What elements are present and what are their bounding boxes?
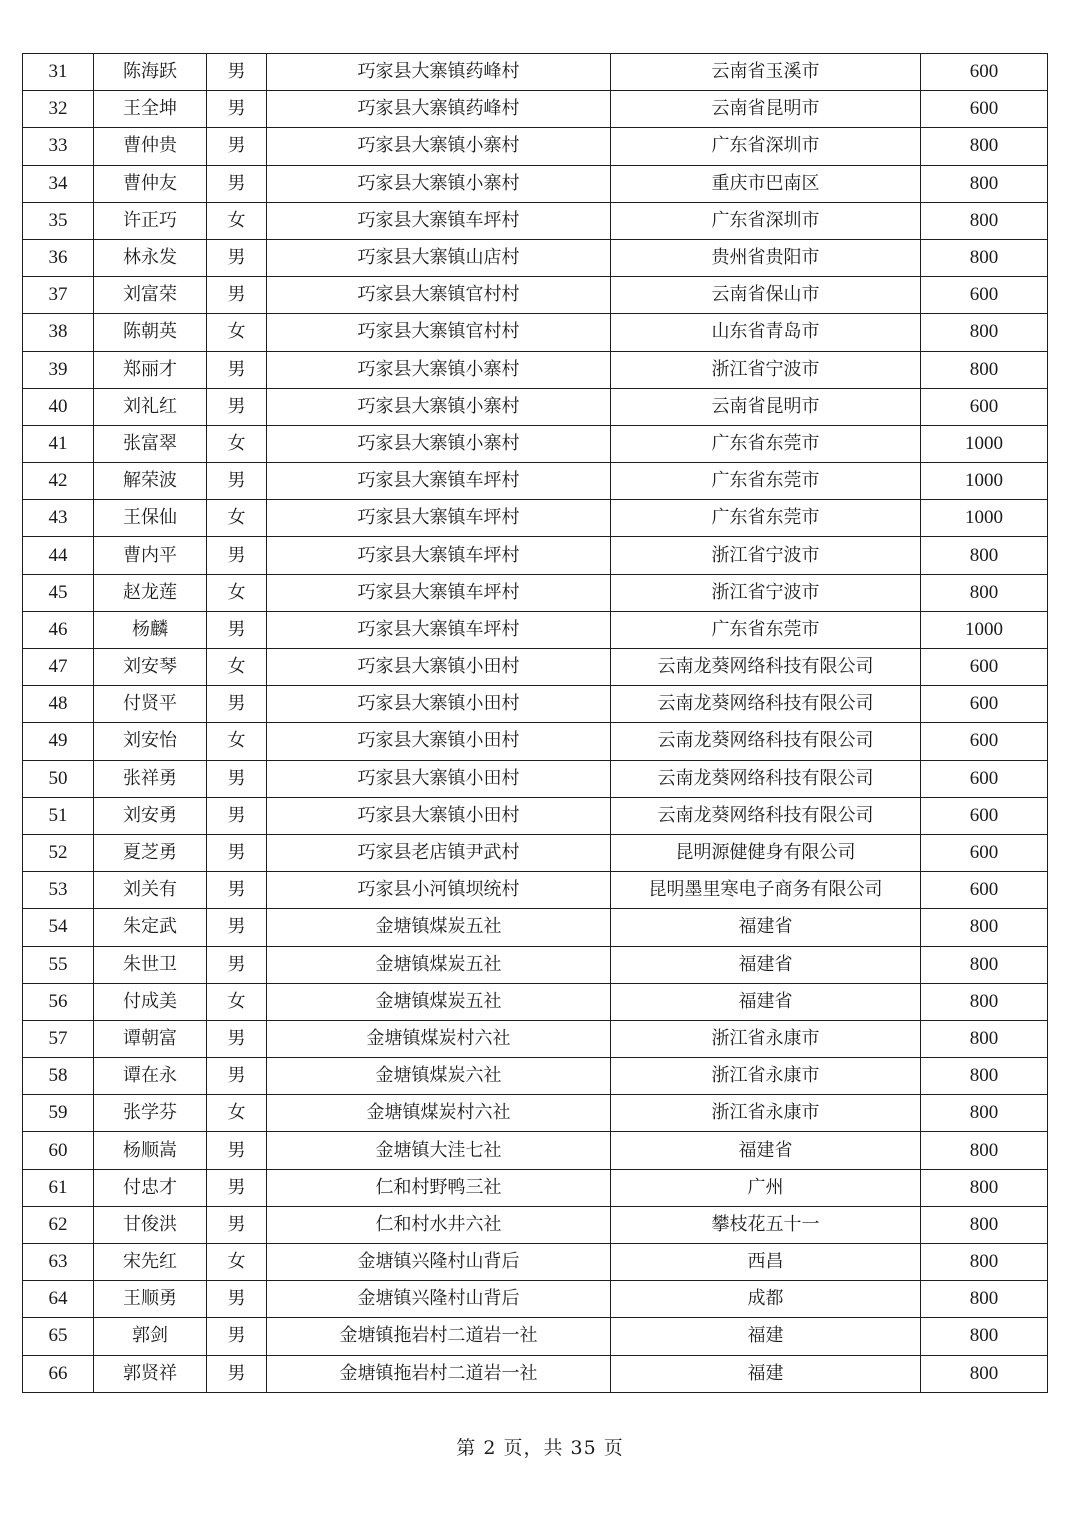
row-number-cell: 53 <box>23 872 94 909</box>
workplace-cell: 山东省青岛市 <box>611 314 921 351</box>
amount-cell: 800 <box>921 574 1048 611</box>
workplace-cell: 福建省 <box>611 1132 921 1169</box>
table-row <box>23 946 1048 983</box>
amount-cell: 800 <box>921 239 1048 276</box>
table-row <box>23 611 1048 648</box>
table-row <box>23 463 1048 500</box>
name-cell: 陈朝英 <box>94 314 207 351</box>
workplace-cell: 广州 <box>611 1169 921 1206</box>
row-number-cell: 42 <box>23 463 94 500</box>
origin-cell: 巧家县小河镇坝统村 <box>267 872 611 909</box>
name-cell: 解荣波 <box>94 463 207 500</box>
row-number-cell: 65 <box>23 1318 94 1355</box>
workplace-cell: 浙江省永康市 <box>611 1095 921 1132</box>
gender-cell: 男 <box>207 1281 267 1318</box>
gender-cell: 男 <box>207 909 267 946</box>
origin-cell: 巧家县大寨镇小寨村 <box>267 425 611 462</box>
amount-cell: 800 <box>921 1095 1048 1132</box>
name-cell: 陈海跃 <box>94 54 207 91</box>
origin-cell: 巧家县大寨镇药峰村 <box>267 54 611 91</box>
table-row <box>23 314 1048 351</box>
origin-cell: 金塘镇煤炭六社 <box>267 1058 611 1095</box>
row-number-cell: 41 <box>23 425 94 462</box>
row-number-cell: 34 <box>23 165 94 202</box>
name-cell: 曹仲友 <box>94 165 207 202</box>
table-row <box>23 1244 1048 1281</box>
workplace-cell: 广东省东莞市 <box>611 425 921 462</box>
gender-cell: 男 <box>207 1318 267 1355</box>
workplace-cell: 广东省东莞市 <box>611 611 921 648</box>
row-number-cell: 32 <box>23 91 94 128</box>
origin-cell: 巧家县大寨镇小田村 <box>267 649 611 686</box>
table-row <box>23 649 1048 686</box>
table-row <box>23 1169 1048 1206</box>
gender-cell: 男 <box>207 611 267 648</box>
table-row <box>23 1020 1048 1057</box>
amount-cell: 800 <box>921 202 1048 239</box>
name-cell: 付忠才 <box>94 1169 207 1206</box>
row-number-cell: 66 <box>23 1355 94 1392</box>
workplace-cell: 福建 <box>611 1318 921 1355</box>
table-row <box>23 760 1048 797</box>
gender-cell: 男 <box>207 165 267 202</box>
origin-cell: 巧家县大寨镇小田村 <box>267 686 611 723</box>
gender-cell: 女 <box>207 500 267 537</box>
row-number-cell: 31 <box>23 54 94 91</box>
name-cell: 曹内平 <box>94 537 207 574</box>
amount-cell: 800 <box>921 909 1048 946</box>
row-number-cell: 63 <box>23 1244 94 1281</box>
gender-cell: 女 <box>207 314 267 351</box>
origin-cell: 金塘镇兴隆村山背后 <box>267 1281 611 1318</box>
amount-cell: 600 <box>921 277 1048 314</box>
table-body <box>23 54 1048 1393</box>
row-number-cell: 58 <box>23 1058 94 1095</box>
amount-cell: 1000 <box>921 611 1048 648</box>
amount-cell: 800 <box>921 1020 1048 1057</box>
workplace-cell: 浙江省宁波市 <box>611 574 921 611</box>
name-cell: 甘俊洪 <box>94 1206 207 1243</box>
amount-cell: 600 <box>921 54 1048 91</box>
row-number-cell: 55 <box>23 946 94 983</box>
name-cell: 刘安勇 <box>94 797 207 834</box>
amount-cell: 1000 <box>921 425 1048 462</box>
gender-cell: 男 <box>207 872 267 909</box>
amount-cell: 800 <box>921 1244 1048 1281</box>
origin-cell: 巧家县大寨镇小寨村 <box>267 351 611 388</box>
workplace-cell: 云南龙葵网络科技有限公司 <box>611 723 921 760</box>
workplace-cell: 浙江省永康市 <box>611 1058 921 1095</box>
gender-cell: 女 <box>207 723 267 760</box>
name-cell: 杨麟 <box>94 611 207 648</box>
gender-cell: 男 <box>207 463 267 500</box>
workplace-cell: 云南龙葵网络科技有限公司 <box>611 760 921 797</box>
origin-cell: 金塘镇煤炭村六社 <box>267 1020 611 1057</box>
table-row <box>23 872 1048 909</box>
origin-cell: 巧家县大寨镇车坪村 <box>267 202 611 239</box>
name-cell: 许正巧 <box>94 202 207 239</box>
row-number-cell: 36 <box>23 239 94 276</box>
origin-cell: 巧家县大寨镇官村村 <box>267 314 611 351</box>
gender-cell: 男 <box>207 760 267 797</box>
table-row <box>23 1095 1048 1132</box>
origin-cell: 巧家县大寨镇小田村 <box>267 760 611 797</box>
name-cell: 林永发 <box>94 239 207 276</box>
row-number-cell: 56 <box>23 983 94 1020</box>
table-row <box>23 202 1048 239</box>
workplace-cell: 福建省 <box>611 983 921 1020</box>
gender-cell: 男 <box>207 128 267 165</box>
gender-cell: 男 <box>207 1020 267 1057</box>
workplace-cell: 云南龙葵网络科技有限公司 <box>611 686 921 723</box>
row-number-cell: 39 <box>23 351 94 388</box>
table-row <box>23 351 1048 388</box>
amount-cell: 800 <box>921 1132 1048 1169</box>
gender-cell: 男 <box>207 388 267 425</box>
workplace-cell: 浙江省宁波市 <box>611 351 921 388</box>
table-row <box>23 425 1048 462</box>
origin-cell: 巧家县大寨镇车坪村 <box>267 574 611 611</box>
workplace-cell: 广东省深圳市 <box>611 128 921 165</box>
row-number-cell: 48 <box>23 686 94 723</box>
gender-cell: 女 <box>207 202 267 239</box>
workplace-cell: 浙江省宁波市 <box>611 537 921 574</box>
workplace-cell: 广东省东莞市 <box>611 463 921 500</box>
gender-cell: 男 <box>207 1058 267 1095</box>
workplace-cell: 福建省 <box>611 946 921 983</box>
origin-cell: 金塘镇大洼七社 <box>267 1132 611 1169</box>
amount-cell: 600 <box>921 91 1048 128</box>
table-row <box>23 277 1048 314</box>
origin-cell: 金塘镇兴隆村山背后 <box>267 1244 611 1281</box>
name-cell: 刘礼红 <box>94 388 207 425</box>
workplace-cell: 云南省昆明市 <box>611 388 921 425</box>
name-cell: 谭朝富 <box>94 1020 207 1057</box>
amount-cell: 800 <box>921 1058 1048 1095</box>
origin-cell: 巧家县大寨镇车坪村 <box>267 463 611 500</box>
origin-cell: 巧家县老店镇尹武村 <box>267 834 611 871</box>
row-number-cell: 59 <box>23 1095 94 1132</box>
name-cell: 付贤平 <box>94 686 207 723</box>
name-cell: 宋先红 <box>94 1244 207 1281</box>
gender-cell: 女 <box>207 425 267 462</box>
row-number-cell: 43 <box>23 500 94 537</box>
name-cell: 张祥勇 <box>94 760 207 797</box>
origin-cell: 巧家县大寨镇车坪村 <box>267 611 611 648</box>
row-number-cell: 62 <box>23 1206 94 1243</box>
name-cell: 刘安琴 <box>94 649 207 686</box>
name-cell: 朱世卫 <box>94 946 207 983</box>
origin-cell: 金塘镇煤炭村六社 <box>267 1095 611 1132</box>
gender-cell: 男 <box>207 686 267 723</box>
origin-cell: 巧家县大寨镇小寨村 <box>267 388 611 425</box>
origin-cell: 金塘镇煤炭五社 <box>267 909 611 946</box>
table-row <box>23 1281 1048 1318</box>
gender-cell: 男 <box>207 277 267 314</box>
row-number-cell: 52 <box>23 834 94 871</box>
amount-cell: 600 <box>921 760 1048 797</box>
gender-cell: 男 <box>207 91 267 128</box>
row-number-cell: 44 <box>23 537 94 574</box>
workplace-cell: 广东省深圳市 <box>611 202 921 239</box>
gender-cell: 女 <box>207 574 267 611</box>
workplace-cell: 昆明墨里寒电子商务有限公司 <box>611 872 921 909</box>
table-row <box>23 128 1048 165</box>
table-row <box>23 686 1048 723</box>
workplace-cell: 云南龙葵网络科技有限公司 <box>611 649 921 686</box>
amount-cell: 800 <box>921 1318 1048 1355</box>
row-number-cell: 50 <box>23 760 94 797</box>
workplace-cell: 浙江省永康市 <box>611 1020 921 1057</box>
table-row <box>23 909 1048 946</box>
workplace-cell: 云南省昆明市 <box>611 91 921 128</box>
gender-cell: 男 <box>207 1355 267 1392</box>
name-cell: 张富翠 <box>94 425 207 462</box>
workplace-cell: 云南龙葵网络科技有限公司 <box>611 797 921 834</box>
gender-cell: 女 <box>207 1095 267 1132</box>
table-row <box>23 500 1048 537</box>
table-row <box>23 574 1048 611</box>
workplace-cell: 福建省 <box>611 909 921 946</box>
origin-cell: 仁和村野鸭三社 <box>267 1169 611 1206</box>
row-number-cell: 60 <box>23 1132 94 1169</box>
origin-cell: 巧家县大寨镇小田村 <box>267 723 611 760</box>
amount-cell: 600 <box>921 686 1048 723</box>
origin-cell: 巧家县大寨镇小寨村 <box>267 165 611 202</box>
data-table <box>22 53 1048 1393</box>
amount-cell: 600 <box>921 388 1048 425</box>
row-number-cell: 40 <box>23 388 94 425</box>
row-number-cell: 64 <box>23 1281 94 1318</box>
row-number-cell: 47 <box>23 649 94 686</box>
table-row <box>23 983 1048 1020</box>
amount-cell: 800 <box>921 128 1048 165</box>
amount-cell: 600 <box>921 649 1048 686</box>
origin-cell: 巧家县大寨镇小田村 <box>267 797 611 834</box>
origin-cell: 巧家县大寨镇官村村 <box>267 277 611 314</box>
name-cell: 郭贤祥 <box>94 1355 207 1392</box>
row-number-cell: 33 <box>23 128 94 165</box>
amount-cell: 600 <box>921 797 1048 834</box>
amount-cell: 800 <box>921 537 1048 574</box>
gender-cell: 男 <box>207 54 267 91</box>
name-cell: 王保仙 <box>94 500 207 537</box>
row-number-cell: 54 <box>23 909 94 946</box>
amount-cell: 800 <box>921 1206 1048 1243</box>
name-cell: 王全坤 <box>94 91 207 128</box>
origin-cell: 金塘镇煤炭五社 <box>267 983 611 1020</box>
workplace-cell: 昆明源健健身有限公司 <box>611 834 921 871</box>
gender-cell: 男 <box>207 537 267 574</box>
table-row <box>23 388 1048 425</box>
table-row <box>23 1206 1048 1243</box>
table-row <box>23 91 1048 128</box>
name-cell: 王顺勇 <box>94 1281 207 1318</box>
row-number-cell: 35 <box>23 202 94 239</box>
gender-cell: 男 <box>207 1169 267 1206</box>
name-cell: 曹仲贵 <box>94 128 207 165</box>
origin-cell: 仁和村水井六社 <box>267 1206 611 1243</box>
origin-cell: 金塘镇拖岩村二道岩一社 <box>267 1318 611 1355</box>
gender-cell: 男 <box>207 946 267 983</box>
name-cell: 朱定武 <box>94 909 207 946</box>
amount-cell: 800 <box>921 1169 1048 1206</box>
amount-cell: 1000 <box>921 463 1048 500</box>
table-row <box>23 54 1048 91</box>
row-number-cell: 37 <box>23 277 94 314</box>
origin-cell: 巧家县大寨镇药峰村 <box>267 91 611 128</box>
table-row <box>23 165 1048 202</box>
workplace-cell: 贵州省贵阳市 <box>611 239 921 276</box>
table-row <box>23 239 1048 276</box>
row-number-cell: 38 <box>23 314 94 351</box>
gender-cell: 男 <box>207 1206 267 1243</box>
table-row <box>23 1355 1048 1392</box>
table-row <box>23 1132 1048 1169</box>
origin-cell: 巧家县大寨镇车坪村 <box>267 537 611 574</box>
row-number-cell: 45 <box>23 574 94 611</box>
name-cell: 杨顺嵩 <box>94 1132 207 1169</box>
gender-cell: 男 <box>207 351 267 388</box>
name-cell: 夏芝勇 <box>94 834 207 871</box>
workplace-cell: 成都 <box>611 1281 921 1318</box>
name-cell: 谭在永 <box>94 1058 207 1095</box>
name-cell: 刘安怡 <box>94 723 207 760</box>
name-cell: 刘富荣 <box>94 277 207 314</box>
amount-cell: 800 <box>921 946 1048 983</box>
workplace-cell: 云南省保山市 <box>611 277 921 314</box>
workplace-cell: 云南省玉溪市 <box>611 54 921 91</box>
workplace-cell: 福建 <box>611 1355 921 1392</box>
workplace-cell: 广东省东莞市 <box>611 500 921 537</box>
name-cell: 赵龙莲 <box>94 574 207 611</box>
gender-cell: 女 <box>207 649 267 686</box>
workplace-cell: 西昌 <box>611 1244 921 1281</box>
name-cell: 郑丽才 <box>94 351 207 388</box>
table-row <box>23 797 1048 834</box>
name-cell: 刘关有 <box>94 872 207 909</box>
amount-cell: 800 <box>921 165 1048 202</box>
table-row <box>23 723 1048 760</box>
gender-cell: 女 <box>207 1244 267 1281</box>
workplace-cell: 攀枝花五十一 <box>611 1206 921 1243</box>
name-cell: 张学芬 <box>94 1095 207 1132</box>
row-number-cell: 61 <box>23 1169 94 1206</box>
amount-cell: 600 <box>921 723 1048 760</box>
row-number-cell: 51 <box>23 797 94 834</box>
workplace-cell: 重庆市巴南区 <box>611 165 921 202</box>
amount-cell: 800 <box>921 1355 1048 1392</box>
table-row <box>23 537 1048 574</box>
amount-cell: 800 <box>921 1281 1048 1318</box>
gender-cell: 女 <box>207 983 267 1020</box>
origin-cell: 巧家县大寨镇车坪村 <box>267 500 611 537</box>
origin-cell: 金塘镇拖岩村二道岩一社 <box>267 1355 611 1392</box>
name-cell: 付成美 <box>94 983 207 1020</box>
gender-cell: 男 <box>207 834 267 871</box>
page-number: 第 2 页，共 35 页 <box>456 1437 624 1459</box>
amount-cell: 800 <box>921 351 1048 388</box>
origin-cell: 巧家县大寨镇小寨村 <box>267 128 611 165</box>
table-row <box>23 1318 1048 1355</box>
origin-cell: 金塘镇煤炭五社 <box>267 946 611 983</box>
gender-cell: 男 <box>207 239 267 276</box>
origin-cell: 巧家县大寨镇山店村 <box>267 239 611 276</box>
gender-cell: 男 <box>207 1132 267 1169</box>
amount-cell: 800 <box>921 983 1048 1020</box>
row-number-cell: 49 <box>23 723 94 760</box>
gender-cell: 男 <box>207 797 267 834</box>
table-row <box>23 1058 1048 1095</box>
row-number-cell: 57 <box>23 1020 94 1057</box>
amount-cell: 800 <box>921 314 1048 351</box>
row-number-cell: 46 <box>23 611 94 648</box>
amount-cell: 1000 <box>921 500 1048 537</box>
table-row <box>23 834 1048 871</box>
amount-cell: 600 <box>921 834 1048 871</box>
name-cell: 郭剑 <box>94 1318 207 1355</box>
amount-cell: 600 <box>921 872 1048 909</box>
